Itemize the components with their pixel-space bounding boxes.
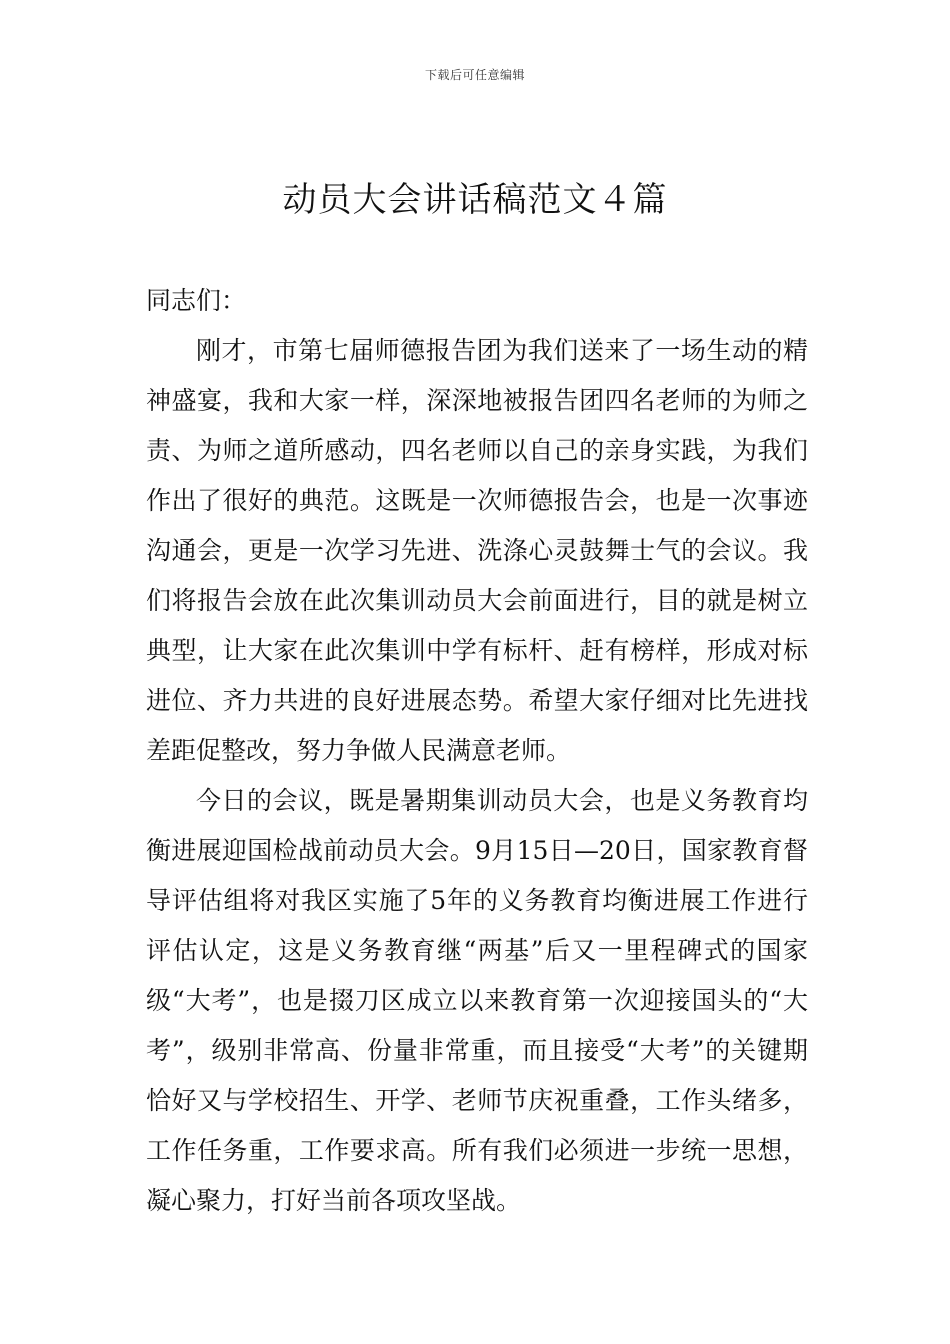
document-title: 动员大会讲话稿范文４篇: [282, 180, 668, 220]
document-body: [146, 276, 808, 1226]
salutation: 同志们：: [146, 286, 247, 315]
header-note: 下载后可任意编辑: [424, 68, 525, 82]
paragraph-1: 刚才，市第七届师德报告团为我们送来了一场生动的精神盛宴，我和大家一样，深深地被报告团四名老师的为师之责、为师之道所感动，四名老师以自己的亲身实践，为我们作出了很好的典范。这既是一次师德报告会，也是一次事迹沟通会，更是一次学习先进、洗涤心灵鼓舞士气的会议。我们将报告会放在此次集训动员大会前面进行，目的就是树立典型，让大家在此次集训中学有标杆、赶有榜样，形成对标进位、齐力共进的良好进展态势。希望大家仔细对比先进找差距促整改，努力争做人民满意老师。: [146, 336, 808, 765]
paragraph-2: 今日的会议，既是暑期集训动员大会，也是义务教育均衡进展迎国检战前动员大会。9月15日—20日，国家教育督导评估组将对我区实施了5年的义务教育均衡进展工作进行评估认定，这是义务教育继“两基”后又一里程碑式的国家级“大考”，也是掇刀区成立以来教育第一次迎接国头的“大考”，级别非常高、份量非常重，而且接受“大考”的关键期恰好又与学校招生、开学、老师节庆祝重叠，工作头绪多，工作任务重，工作要求高。所有我们必须进一步统一思想，凝心聚力，打好当前各项攻坚战。: [146, 786, 808, 1215]
